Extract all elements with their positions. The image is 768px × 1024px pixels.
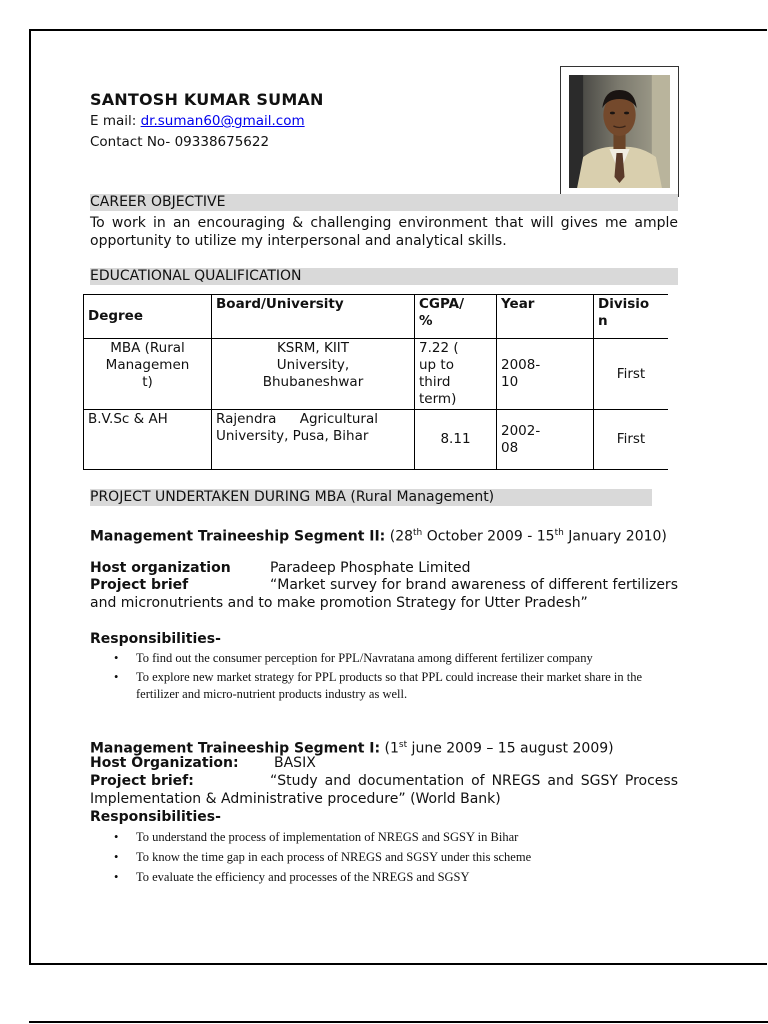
cell-degree-text: MBA (Rural Managemen t) (105, 340, 190, 390)
profile-photo-image (569, 75, 670, 188)
cell-division: First (594, 339, 669, 410)
segment-2-dates: October 2009 - 15 (422, 528, 555, 545)
cell-degree: B.V.Sc & AH (84, 410, 212, 470)
segment-2-title-line (90, 524, 678, 546)
page-divider (29, 1021, 768, 1023)
header-board-university: Board/University (212, 295, 415, 339)
cell-board-university (212, 410, 415, 470)
segment-2-responsibilities (112, 650, 684, 703)
cell-year (497, 339, 594, 410)
segment-1-host-line (90, 754, 678, 772)
education-table (83, 294, 668, 470)
candidate-name: SANTOSH KUMAR SUMAN (90, 90, 324, 109)
header-cgpa: CGPA/ % (415, 295, 497, 339)
list-item: • To find out the consumer perception for PPL/Navratana among different fertilizer company (112, 650, 684, 667)
cell-division: First (594, 410, 669, 470)
list-item: • To evaluate the efficiency and processes of the NREGS and SGSY (112, 867, 684, 887)
brief-label: Project brief: (90, 773, 194, 789)
responsibilities-label: Responsibilities- (90, 631, 221, 647)
cell-cgpa-text: 7.22 ( up to third term) (419, 340, 459, 407)
segment-1-dates: june 2009 – 15 august 2009) (407, 740, 614, 757)
table-header-row (84, 295, 669, 339)
cell-year (497, 410, 594, 470)
segment-1-brief (90, 772, 678, 808)
cell-cgpa (415, 339, 497, 410)
segment-2-dates: January 2010) (563, 528, 667, 545)
contact-number: Contact No- 09338675622 (90, 134, 270, 150)
profile-photo (560, 66, 679, 197)
cell-year-text: 2002- 08 (501, 422, 541, 456)
list-item: • To explore new market strategy for PPL products so that PPL could increase their market share in the fertilizer and micro-nutrient products industry as well. (112, 669, 684, 703)
host-label: Host Organization: (90, 755, 239, 771)
brief-label: Project brief (90, 577, 189, 593)
header-division: Divisio n (594, 295, 669, 339)
cell-year-text: 2008- 10 (501, 357, 541, 390)
email-label: E mail: (90, 113, 141, 129)
host-value: BASIX (274, 755, 316, 771)
list-item: • To understand the process of implementation of NREGS and SGSY in Bihar (112, 827, 684, 847)
header-degree: Degree (84, 295, 212, 339)
cell-cgpa: 8.11 (415, 410, 497, 470)
superscript: th (554, 528, 564, 538)
segment-2-title: Management Traineeship Segment II: (90, 528, 386, 545)
brief-text: “Study and documentation of NREGS and SGSY Process Implementation & Administrative procedure” (World Bank) (90, 773, 678, 807)
segment-1-responsibilities (112, 827, 684, 887)
list-item: • To know the time gap in each process of NREGS and SGSY under this scheme (112, 847, 684, 867)
project-heading: PROJECT UNDERTAKEN DURING MBA (Rural Management) (90, 489, 652, 506)
brief-text: “Market survey for brand awareness of different fertilizers and micronutrients and to make promotion Strategy for Utter Pradesh” (90, 577, 678, 611)
cell-degree (84, 339, 212, 410)
table-row (84, 339, 669, 410)
segment-1-dates: (1 (380, 740, 399, 757)
email-line (90, 113, 305, 129)
email-link[interactable]: dr.suman60@gmail.com (140, 113, 305, 129)
cell-board-text: Rajendra Agricultural University, Pusa, Bihar (216, 411, 378, 444)
cell-board-text: KSRM, KIIT University, Bhubaneshwar (262, 340, 364, 390)
segment-2-host-line (90, 559, 678, 577)
responsibilities-label: Responsibilities- (90, 809, 221, 825)
segment-2-brief (90, 576, 678, 612)
superscript: th (413, 528, 423, 538)
table-row (84, 410, 669, 470)
superscript: st (398, 740, 408, 750)
cell-board-university (212, 339, 415, 410)
host-value: Paradeep Phosphate Limited (270, 560, 471, 576)
segment-1-title: Management Traineeship Segment I: (90, 740, 381, 757)
host-label: Host organization (90, 560, 231, 576)
segment-2-dates: (28 (385, 528, 414, 545)
header-year: Year (497, 295, 594, 339)
career-objective-text: To work in an encouraging & challenging environment that will gives me ample opportunity to utilize my interpersonal and analytical skills. (90, 215, 678, 249)
education-heading: EDUCATIONAL QUALIFICATION (90, 268, 678, 285)
career-objective-heading: CAREER OBJECTIVE (90, 194, 678, 211)
